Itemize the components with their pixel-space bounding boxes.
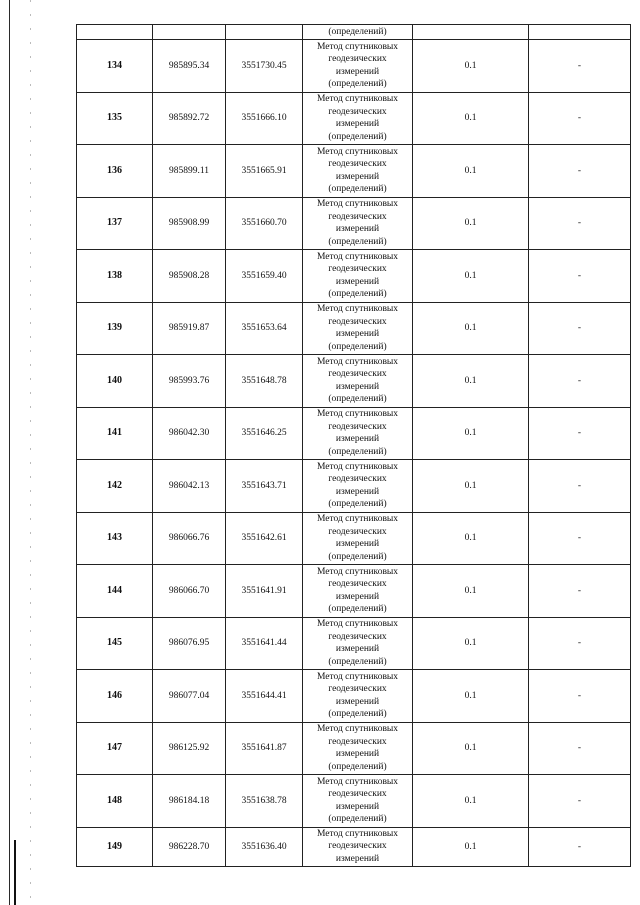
cell-y: 3551644.41 (226, 670, 303, 723)
method-line: измерений (335, 591, 380, 602)
method-line: (определений) (328, 236, 387, 247)
method-line: (определений) (328, 289, 387, 300)
cell-y: 3551642.61 (226, 512, 303, 565)
method-line: измерений (335, 486, 380, 497)
cell-y: 3551641.91 (226, 565, 303, 618)
coordinates-table-body (77, 25, 631, 867)
table-row (77, 250, 631, 303)
cell-x (153, 25, 226, 40)
cell-y: 3551636.40 (226, 827, 303, 866)
table-row (77, 355, 631, 408)
cell-note: - (529, 512, 631, 565)
cell-x: 985895.34 (153, 40, 226, 93)
cell-x: 986125.92 (153, 722, 226, 775)
cell-y: 3551638.78 (226, 775, 303, 828)
method-line: геодезических (328, 631, 387, 642)
method-line: Метод спутниковых (316, 199, 399, 210)
method-line: геодезических (328, 789, 387, 800)
cell-note: - (529, 145, 631, 198)
cell-accuracy: 0.1 (413, 197, 529, 250)
cell-note: - (529, 250, 631, 303)
table-row (77, 407, 631, 460)
cell-y: 3551653.64 (226, 302, 303, 355)
method-line: геодезических (328, 316, 387, 327)
cell-note (529, 25, 631, 40)
method-line: Метод спутниковых (316, 146, 399, 157)
method-line: Метод спутниковых (316, 671, 399, 682)
cell-x: 985892.72 (153, 92, 226, 145)
cell-x: 986066.76 (153, 512, 226, 565)
table-row (77, 512, 631, 565)
cell-accuracy: 0.1 (413, 355, 529, 408)
table-row (77, 565, 631, 618)
cell-method: (определений) (303, 25, 413, 40)
cell-y: 3551666.10 (226, 92, 303, 145)
cell-num: 143 (77, 512, 153, 565)
cell-num (77, 25, 153, 40)
method-line: (определений) (328, 709, 387, 720)
table-row (77, 722, 631, 775)
method-line: Метод спутниковых (316, 409, 399, 420)
method-line: (определений) (328, 814, 387, 825)
method-line: геодезических (328, 54, 387, 65)
cell-y: 3551730.45 (226, 40, 303, 93)
method-line: измерений (335, 696, 380, 707)
method-line: геодезических (328, 264, 387, 275)
cell-method (303, 827, 413, 866)
method-line: измерений (335, 381, 380, 392)
cell-accuracy: 0.1 (413, 250, 529, 303)
cell-x: 985908.28 (153, 250, 226, 303)
method-line: Метод спутниковых (316, 41, 399, 52)
method-line: (определений) (328, 341, 387, 352)
method-line: (определений) (328, 184, 387, 195)
cell-method (303, 355, 413, 408)
cell-num: 145 (77, 617, 153, 670)
cell-method (303, 145, 413, 198)
cell-num: 146 (77, 670, 153, 723)
method-line: (определений) (328, 499, 387, 510)
table-row (77, 617, 631, 670)
cell-method (303, 197, 413, 250)
cell-method (303, 92, 413, 145)
method-line: геодезических (328, 106, 387, 117)
cell-num: 140 (77, 355, 153, 408)
cell-accuracy: 0.1 (413, 460, 529, 513)
method-line: Метод спутниковых (316, 619, 399, 630)
cell-note: - (529, 460, 631, 513)
cell-method (303, 302, 413, 355)
cell-x: 986076.95 (153, 617, 226, 670)
cell-method (303, 565, 413, 618)
method-line: геодезических (328, 736, 387, 747)
method-line: геодезических (328, 579, 387, 590)
table-row (77, 302, 631, 355)
cell-num: 141 (77, 407, 153, 460)
cell-num: 142 (77, 460, 153, 513)
cell-method (303, 250, 413, 303)
cell-num: 139 (77, 302, 153, 355)
cell-y: 3551648.78 (226, 355, 303, 408)
cell-accuracy: 0.1 (413, 617, 529, 670)
method-line: измерений (335, 171, 380, 182)
method-line: геодезических (328, 369, 387, 380)
scan-artifact-line (30, 0, 31, 905)
cell-method (303, 670, 413, 723)
method-line: Метод спутниковых (316, 724, 399, 735)
cell-note: - (529, 670, 631, 723)
cell-num: 149 (77, 827, 153, 866)
cell-method (303, 407, 413, 460)
cell-y: 3551641.87 (226, 722, 303, 775)
method-line: геодезических (328, 421, 387, 432)
cell-method (303, 617, 413, 670)
cell-note: - (529, 302, 631, 355)
cell-num: 144 (77, 565, 153, 618)
cell-accuracy: 0.1 (413, 40, 529, 93)
method-line: Метод спутниковых (316, 514, 399, 525)
cell-x: 986077.04 (153, 670, 226, 723)
cell-method (303, 460, 413, 513)
page-binding-edge (9, 0, 10, 905)
table-row (77, 92, 631, 145)
table-row (77, 197, 631, 250)
method-line: измерений (335, 119, 380, 130)
method-line: измерений (335, 224, 380, 235)
cell-note: - (529, 827, 631, 866)
cell-accuracy: 0.1 (413, 302, 529, 355)
cell-num: 137 (77, 197, 153, 250)
table-row (77, 775, 631, 828)
cell-method (303, 722, 413, 775)
method-line: геодезических (328, 526, 387, 537)
cell-y: 3551660.70 (226, 197, 303, 250)
method-line: измерений (335, 434, 380, 445)
table-row (77, 460, 631, 513)
cell-accuracy: 0.1 (413, 512, 529, 565)
table-row (77, 670, 631, 723)
cell-method (303, 512, 413, 565)
cell-num: 134 (77, 40, 153, 93)
method-line: геодезических (328, 684, 387, 695)
cell-x: 985899.11 (153, 145, 226, 198)
method-line: Метод спутниковых (316, 356, 399, 367)
cell-note: - (529, 775, 631, 828)
method-line: Метод спутниковых (316, 776, 399, 787)
method-line: Метод спутниковых (316, 566, 399, 577)
method-line: измерений (335, 801, 380, 812)
method-line: Метод спутниковых (316, 461, 399, 472)
cell-note: - (529, 355, 631, 408)
table-row-partial (77, 25, 631, 40)
cell-x: 985993.76 (153, 355, 226, 408)
method-line: Метод спутниковых (316, 304, 399, 315)
cell-note: - (529, 407, 631, 460)
table-row (77, 827, 631, 866)
cell-note: - (529, 565, 631, 618)
method-line: измерений (335, 66, 380, 77)
table-row (77, 145, 631, 198)
cell-accuracy: 0.1 (413, 722, 529, 775)
method-line: Метод спутниковых (316, 94, 399, 105)
method-line: геодезических (328, 474, 387, 485)
cell-y: 3551641.44 (226, 617, 303, 670)
method-line: измерений (335, 749, 380, 760)
cell-y: 3551659.40 (226, 250, 303, 303)
cell-method (303, 775, 413, 828)
coordinates-table (76, 24, 631, 867)
cell-accuracy: 0.1 (413, 407, 529, 460)
cell-num: 136 (77, 145, 153, 198)
cell-note: - (529, 40, 631, 93)
cell-note: - (529, 197, 631, 250)
method-line: измерений (335, 329, 380, 340)
method-line: Метод спутниковых (316, 251, 399, 262)
method-line: (определений) (328, 604, 387, 615)
method-line: измерений (335, 853, 380, 864)
cell-note: - (529, 722, 631, 775)
method-line: (определений) (328, 446, 387, 457)
cell-y: 3551643.71 (226, 460, 303, 513)
cell-y: 3551665.91 (226, 145, 303, 198)
cell-note: - (529, 617, 631, 670)
cell-num: 135 (77, 92, 153, 145)
cell-y: 3551646.25 (226, 407, 303, 460)
cell-num: 147 (77, 722, 153, 775)
method-line: геодезических (328, 841, 387, 852)
cell-accuracy: 0.1 (413, 145, 529, 198)
cell-x: 986228.70 (153, 827, 226, 866)
cell-x: 986042.30 (153, 407, 226, 460)
method-line: (определений) (328, 131, 387, 142)
cell-num: 138 (77, 250, 153, 303)
cell-num: 148 (77, 775, 153, 828)
cell-method (303, 40, 413, 93)
method-line: (определений) (328, 79, 387, 90)
table-row (77, 40, 631, 93)
cell-accuracy: 0.1 (413, 92, 529, 145)
method-line: (определений) (328, 656, 387, 667)
cell-x: 986066.70 (153, 565, 226, 618)
cell-accuracy: 0.1 (413, 670, 529, 723)
cell-accuracy (413, 25, 529, 40)
method-line: (определений) (328, 761, 387, 772)
method-line: измерений (335, 276, 380, 287)
method-line: Метод спутниковых (316, 828, 399, 839)
method-line: измерений (335, 644, 380, 655)
cell-accuracy: 0.1 (413, 827, 529, 866)
cell-accuracy: 0.1 (413, 565, 529, 618)
cell-x: 986042.13 (153, 460, 226, 513)
cell-accuracy: 0.1 (413, 775, 529, 828)
method-line: (определений) (328, 551, 387, 562)
method-line: (определений) (328, 394, 387, 405)
cell-x: 985919.87 (153, 302, 226, 355)
cell-x: 986184.18 (153, 775, 226, 828)
cell-y (226, 25, 303, 40)
cell-note: - (529, 92, 631, 145)
cell-x: 985908.99 (153, 197, 226, 250)
page-binding-mark (14, 840, 16, 905)
method-line: геодезических (328, 159, 387, 170)
method-line: измерений (335, 539, 380, 550)
method-line: геодезических (328, 211, 387, 222)
